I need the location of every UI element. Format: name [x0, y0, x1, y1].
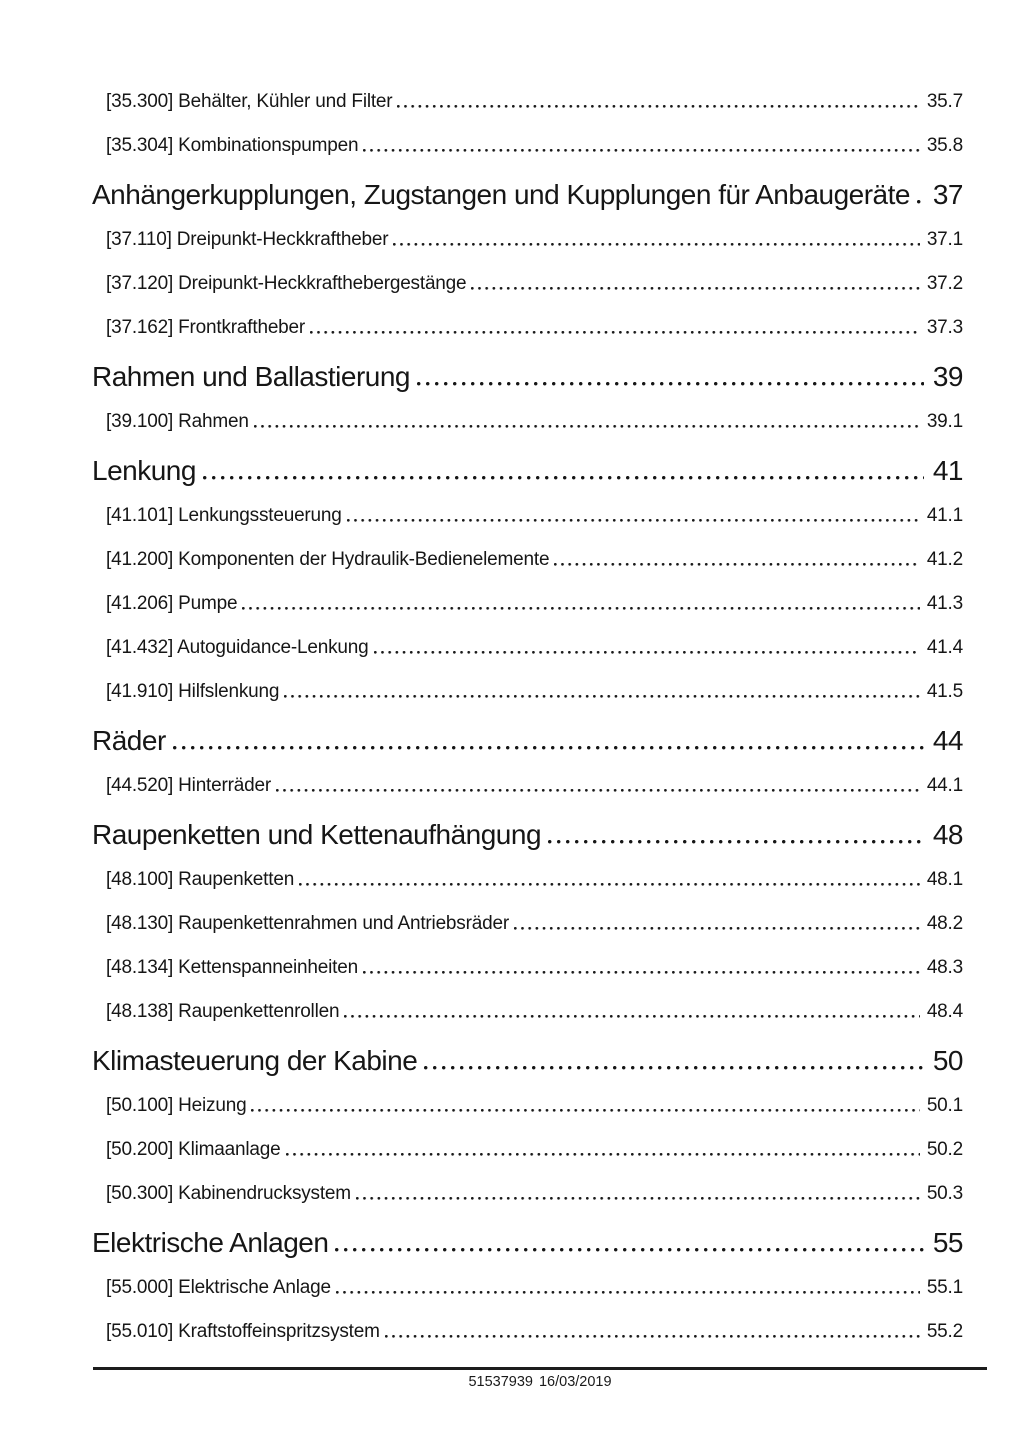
toc-entry-page-number: 37.2 — [926, 273, 963, 294]
toc-section-heading — [92, 360, 963, 410]
dot-leader — [242, 592, 919, 636]
toc-section-heading — [92, 724, 963, 774]
dot-leader — [548, 818, 924, 868]
toc-entry-page-number: 35.8 — [926, 135, 963, 156]
dot-leader — [347, 504, 920, 548]
dot-leader — [284, 680, 920, 724]
dot-leader — [363, 956, 920, 1000]
toc-entry — [92, 504, 963, 548]
dot-leader — [917, 178, 924, 228]
toc-section-heading — [92, 178, 963, 228]
toc-entry-title: [37.110] Dreipunkt-Heckkraftheber — [106, 229, 389, 250]
toc-section-page-number: 37 — [932, 179, 963, 210]
toc-entry-title: [55.000] Elektrische Anlage — [106, 1277, 331, 1298]
toc-entry-page-number: 50.3 — [926, 1183, 963, 1204]
toc-entry — [92, 90, 963, 134]
toc-entry-page-number: 48.4 — [926, 1001, 963, 1022]
page-footer — [93, 1367, 987, 1391]
dot-leader — [363, 134, 919, 178]
dot-leader — [471, 272, 919, 316]
toc-section-heading — [92, 1044, 963, 1094]
toc-entry-title: [44.520] Hinterräder — [106, 775, 271, 796]
toc-entry — [92, 316, 963, 360]
dot-leader — [514, 912, 920, 956]
toc-entry-title: [50.300] Kabinendrucksystem — [106, 1183, 351, 1204]
dot-leader — [374, 636, 920, 680]
toc-entry-page-number: 35.7 — [926, 91, 963, 112]
toc-entry-page-number: 41.3 — [926, 593, 963, 614]
toc-entry — [92, 1320, 963, 1364]
toc-entry — [92, 134, 963, 178]
toc-entry-page-number: 41.2 — [926, 549, 963, 570]
toc-entry-title: [55.010] Kraftstoffeinspritzsystem — [106, 1321, 380, 1342]
toc-entry-page-number: 41.4 — [926, 637, 963, 658]
dot-leader — [344, 1000, 919, 1044]
dot-leader — [424, 1044, 924, 1094]
toc-entry — [92, 1138, 963, 1182]
toc-section-page-number: 55 — [932, 1227, 963, 1258]
dot-leader — [310, 316, 920, 360]
toc-entry-title: [37.120] Dreipunkt-Heckkrafthebergestänge — [106, 273, 467, 294]
toc-entry — [92, 1276, 963, 1320]
toc-entry-title: [48.130] Raupenkettenrahmen und Antriebsräder — [106, 913, 509, 934]
toc-section-title: Rahmen und Ballastierung — [92, 361, 410, 392]
toc-entry — [92, 410, 963, 454]
toc-section-heading — [92, 1226, 963, 1276]
toc-entry — [92, 680, 963, 724]
toc-entry — [92, 912, 963, 956]
dot-leader — [299, 868, 920, 912]
dot-leader — [336, 1276, 920, 1320]
toc-entry-page-number: 37.3 — [926, 317, 963, 338]
toc-entry-title: [41.206] Pumpe — [106, 593, 238, 614]
toc-entry — [92, 1182, 963, 1226]
toc-entry-title: [50.200] Klimaanlage — [106, 1139, 281, 1160]
toc-entry — [92, 956, 963, 1000]
toc-entry — [92, 548, 963, 592]
dot-leader — [286, 1138, 920, 1182]
toc-entry-page-number: 37.1 — [926, 229, 963, 250]
toc-entry — [92, 228, 963, 272]
toc-section-page-number: 44 — [932, 725, 963, 756]
dot-leader — [393, 228, 919, 272]
toc-entry-page-number: 48.1 — [926, 869, 963, 890]
toc-entry-page-number: 48.3 — [926, 957, 963, 978]
dot-leader — [254, 410, 920, 454]
toc-section-page-number: 48 — [932, 819, 963, 850]
toc-entry-page-number: 50.2 — [926, 1139, 963, 1160]
toc-entry-page-number: 50.1 — [926, 1095, 963, 1116]
toc-section-title: Elektrische Anlagen — [92, 1227, 329, 1258]
dot-leader — [397, 90, 919, 134]
dot-leader — [417, 360, 924, 410]
dot-leader — [203, 454, 924, 504]
toc-entry — [92, 592, 963, 636]
toc-entry-title: [48.134] Kettenspanneinheiten — [106, 957, 358, 978]
toc-entry-title: [41.910] Hilfslenkung — [106, 681, 280, 702]
toc-entry-page-number: 41.5 — [926, 681, 963, 702]
dot-leader — [554, 548, 919, 592]
toc-entry — [92, 868, 963, 912]
footer-text — [93, 1373, 987, 1391]
dot-leader — [173, 724, 924, 774]
toc-entry-page-number: 55.2 — [926, 1321, 963, 1342]
toc-entry-page-number: 44.1 — [926, 775, 963, 796]
dot-leader — [356, 1182, 920, 1226]
toc-entry-page-number: 48.2 — [926, 913, 963, 934]
toc-entry-title: [35.304] Kombinationspumpen — [106, 135, 359, 156]
toc-entry-page-number: 55.1 — [926, 1277, 963, 1298]
toc-entry-title: [35.300] Behälter, Kühler und Filter — [106, 91, 393, 112]
dot-leader — [276, 774, 920, 818]
toc-section-title: Anhängerkupplungen, Zugstangen und Kupplungen für Anbaugeräte — [92, 179, 910, 210]
toc-section-title: Räder — [92, 725, 166, 756]
footer-doc-number: 51537939 — [468, 1374, 533, 1390]
toc-entry-title: [48.100] Raupenketten — [106, 869, 295, 890]
dot-leader — [335, 1226, 923, 1276]
toc-entry — [92, 1094, 963, 1138]
toc-entry-title: [41.200] Komponenten der Hydraulik-Bedienelemente — [106, 549, 550, 570]
footer-date: 16/03/2019 — [538, 1374, 612, 1390]
toc-section-heading — [92, 454, 963, 504]
toc-entry-title: [50.100] Heizung — [106, 1095, 247, 1116]
table-of-contents — [92, 0, 963, 1364]
toc-entry-page-number: 39.1 — [926, 411, 963, 432]
toc-section-page-number: 41 — [932, 455, 963, 486]
dot-leader — [385, 1320, 920, 1364]
toc-entry-title: [48.138] Raupenkettenrollen — [106, 1001, 340, 1022]
toc-section-title: Klimasteuerung der Kabine — [92, 1045, 418, 1076]
toc-entry — [92, 636, 963, 680]
toc-entry-title: [41.101] Lenkungssteuerung — [106, 505, 342, 526]
toc-entry-title: [41.432] Autoguidance-Lenkung — [106, 637, 369, 658]
toc-section-title: Raupenketten und Kettenaufhängung — [92, 819, 542, 850]
toc-entry — [92, 774, 963, 818]
dot-leader — [251, 1094, 919, 1138]
toc-section-page-number: 39 — [932, 361, 963, 392]
toc-entry — [92, 272, 963, 316]
toc-entry — [92, 1000, 963, 1044]
toc-section-page-number: 50 — [932, 1045, 963, 1076]
toc-entry-title: [37.162] Frontkraftheber — [106, 317, 306, 338]
toc-entry-title: [39.100] Rahmen — [106, 411, 249, 432]
toc-entry-page-number: 41.1 — [926, 505, 963, 526]
toc-section-title: Lenkung — [92, 455, 196, 486]
footer-rule — [93, 1367, 987, 1370]
toc-section-heading — [92, 818, 963, 868]
